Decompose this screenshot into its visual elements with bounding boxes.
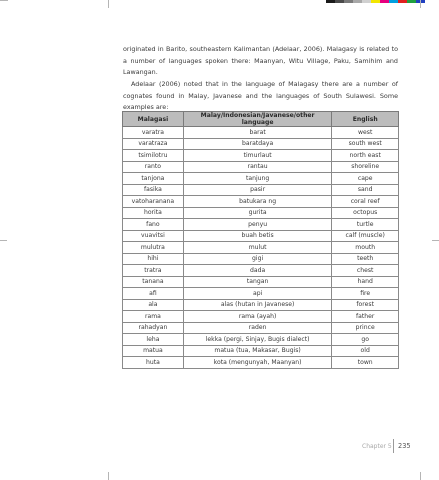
color-swatch bbox=[362, 0, 371, 3]
cell-malagasi: mulutra bbox=[123, 242, 184, 254]
crop-mark bbox=[0, 0, 8, 1]
cell-english: calf (muscle) bbox=[332, 230, 399, 242]
cell-malagasi: rama bbox=[123, 311, 184, 323]
crop-mark bbox=[108, 472, 109, 480]
cell-cognate: timurlaut bbox=[183, 150, 332, 162]
cell-cognate: penyu bbox=[183, 219, 332, 231]
table-row bbox=[123, 173, 399, 185]
cell-malagasi: tanjona bbox=[123, 173, 184, 185]
color-swatch bbox=[407, 0, 416, 3]
cell-english: west bbox=[332, 127, 399, 139]
table-row bbox=[123, 357, 399, 369]
cell-cognate: gigi bbox=[183, 253, 332, 265]
cell-malagasi: varatra bbox=[123, 127, 184, 139]
color-swatch bbox=[389, 0, 398, 3]
body-paragraph: Adelaar (2006) noted that in the language of Malagasy there are a number of cognates found in Malay, Javanese and the languages of South Sulawesi. Some examples are: bbox=[123, 80, 398, 112]
crop-mark bbox=[432, 240, 439, 241]
cell-english: go bbox=[332, 334, 399, 346]
footer-divider bbox=[393, 439, 394, 453]
table-row bbox=[123, 276, 399, 288]
cell-english: father bbox=[332, 311, 399, 323]
cell-cognate: matua (tua, Makasar, Bugis) bbox=[183, 345, 332, 357]
cell-malagasi: horita bbox=[123, 207, 184, 219]
cell-cognate: batukara ng bbox=[183, 196, 332, 208]
color-swatch bbox=[326, 0, 335, 3]
table-row bbox=[123, 334, 399, 346]
table-row bbox=[123, 150, 399, 162]
table-row bbox=[123, 345, 399, 357]
crop-mark bbox=[0, 240, 7, 241]
table-row bbox=[123, 288, 399, 300]
cell-cognate: kota (mengunyah, Maanyan) bbox=[183, 357, 332, 369]
cell-english: cape bbox=[332, 173, 399, 185]
color-swatch bbox=[335, 0, 344, 3]
table-row bbox=[123, 299, 399, 311]
color-swatch bbox=[398, 0, 407, 3]
cell-english: old bbox=[332, 345, 399, 357]
table-row bbox=[123, 161, 399, 173]
color-swatch bbox=[380, 0, 389, 3]
cell-cognate: buah betis bbox=[183, 230, 332, 242]
table-row bbox=[123, 138, 399, 150]
cell-english: hand bbox=[332, 276, 399, 288]
column-header-malagasi: Malagasi bbox=[123, 112, 184, 127]
table-row bbox=[123, 253, 399, 265]
body-paragraph: originated in Barito, southeastern Kalimantan (Adelaar, 2006). Malagasy is related to a number of languages spoken there: Maanyan, Witu Village, Paku, Samihim and Lawangan. bbox=[123, 45, 398, 77]
page-number: 235 bbox=[398, 442, 411, 450]
cell-malagasi: afi bbox=[123, 288, 184, 300]
cell-english: teeth bbox=[332, 253, 399, 265]
cell-cognate: tangan bbox=[183, 276, 332, 288]
cell-cognate: alas (hutan in Javanese) bbox=[183, 299, 332, 311]
cell-malagasi: fasika bbox=[123, 184, 184, 196]
cell-cognate: tanjung bbox=[183, 173, 332, 185]
table-row bbox=[123, 311, 399, 323]
cell-english: forest bbox=[332, 299, 399, 311]
table-row bbox=[123, 196, 399, 208]
cell-english: fire bbox=[332, 288, 399, 300]
chapter-label: Chapter 5 bbox=[362, 443, 392, 450]
table-row bbox=[123, 184, 399, 196]
cell-cognate: lekka (pergi, Sinjay, Bugis dialect) bbox=[183, 334, 332, 346]
cell-english: prince bbox=[332, 322, 399, 334]
column-header-english: English bbox=[332, 112, 399, 127]
cell-malagasi: tratra bbox=[123, 265, 184, 277]
table-row bbox=[123, 230, 399, 242]
cell-english: mouth bbox=[332, 242, 399, 254]
cell-english: town bbox=[332, 357, 399, 369]
table-row bbox=[123, 322, 399, 334]
table-row bbox=[123, 242, 399, 254]
table-row bbox=[123, 207, 399, 219]
table-header-row bbox=[123, 112, 399, 127]
crop-mark bbox=[108, 0, 109, 8]
cell-malagasi: fano bbox=[123, 219, 184, 231]
cell-english: coral reef bbox=[332, 196, 399, 208]
crop-mark bbox=[420, 472, 421, 480]
cell-cognate: pasir bbox=[183, 184, 332, 196]
cell-cognate: gurita bbox=[183, 207, 332, 219]
cell-malagasi: tanana bbox=[123, 276, 184, 288]
cell-malagasi: ala bbox=[123, 299, 184, 311]
cell-malagasi: vatoharanana bbox=[123, 196, 184, 208]
cell-malagasi: vuavitsi bbox=[123, 230, 184, 242]
cell-english: north east bbox=[332, 150, 399, 162]
cell-malagasi: rahadyan bbox=[123, 322, 184, 334]
column-header-cognate: Malay/Indonesian/Javanese/other language bbox=[183, 112, 332, 127]
table-row bbox=[123, 219, 399, 231]
table-row bbox=[123, 127, 399, 139]
cell-cognate: rama (ayah) bbox=[183, 311, 332, 323]
cell-cognate: barat bbox=[183, 127, 332, 139]
cell-malagasi: hihi bbox=[123, 253, 184, 265]
cell-cognate: baratdaya bbox=[183, 138, 332, 150]
cell-english: shoreline bbox=[332, 161, 399, 173]
cell-malagasi: matua bbox=[123, 345, 184, 357]
cell-english: sand bbox=[332, 184, 399, 196]
cell-cognate: mulut bbox=[183, 242, 332, 254]
cell-malagasi: tsimilotru bbox=[123, 150, 184, 162]
cell-malagasi: huta bbox=[123, 357, 184, 369]
cell-malagasi: leha bbox=[123, 334, 184, 346]
cell-cognate: raden bbox=[183, 322, 332, 334]
color-swatch bbox=[344, 0, 353, 3]
cell-english: octopus bbox=[332, 207, 399, 219]
cell-english: south west bbox=[332, 138, 399, 150]
cell-cognate: rantau bbox=[183, 161, 332, 173]
cell-malagasi: varatraza bbox=[123, 138, 184, 150]
crop-mark bbox=[420, 0, 421, 8]
cell-english: turtle bbox=[332, 219, 399, 231]
color-swatch bbox=[371, 0, 380, 3]
color-swatch bbox=[353, 0, 362, 3]
cell-cognate: dada bbox=[183, 265, 332, 277]
cognates-table bbox=[122, 111, 399, 369]
cell-cognate: api bbox=[183, 288, 332, 300]
cell-malagasi: ranto bbox=[123, 161, 184, 173]
cell-english: chest bbox=[332, 265, 399, 277]
table-body bbox=[123, 127, 399, 369]
table-row bbox=[123, 265, 399, 277]
